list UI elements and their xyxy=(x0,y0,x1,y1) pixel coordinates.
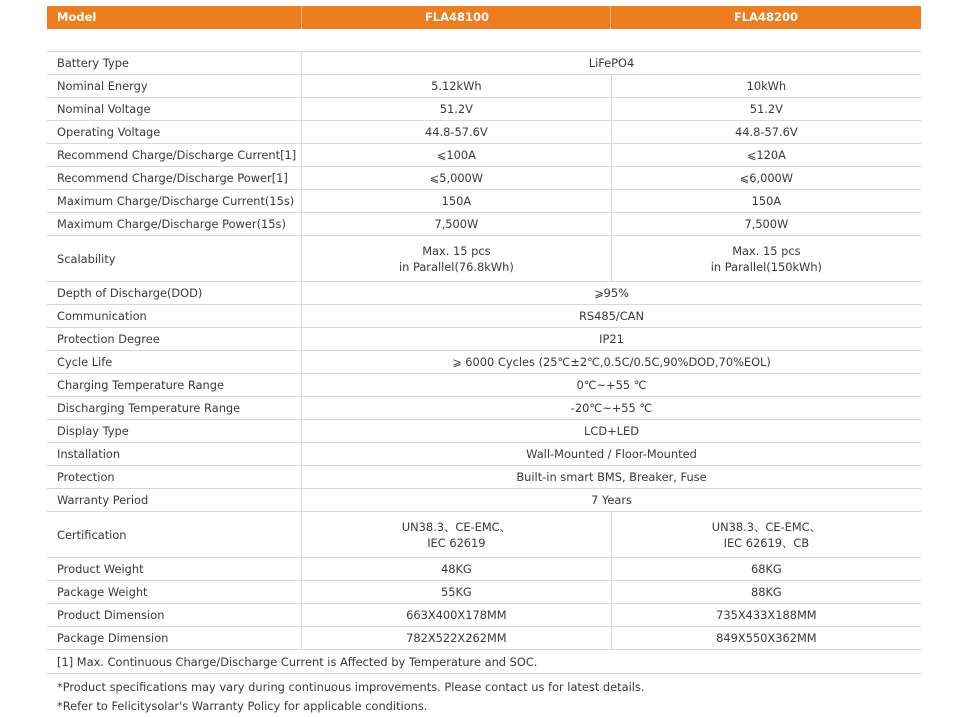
spec-value-fla48200: 51.2V xyxy=(611,98,921,121)
spec-label: Scalability xyxy=(47,236,302,282)
spec-value-fla48100: 48KG xyxy=(302,558,612,581)
model-name-fla48100: FLA48100 xyxy=(424,10,490,24)
spec-value-shared: IP21 xyxy=(302,328,922,351)
spec-value-shared: Built-in smart BMS, Breaker, Fuse xyxy=(302,466,922,489)
spec-row xyxy=(47,52,921,75)
spec-row xyxy=(47,98,921,121)
spec-value-fla48200: 10kWh xyxy=(611,75,921,98)
spec-row xyxy=(47,466,921,489)
spec-value-fla48200: 735X433X188MM xyxy=(611,604,921,627)
spec-row xyxy=(47,236,921,282)
spec-label: Display Type xyxy=(47,420,302,443)
spec-label: Depth of Discharge(DOD) xyxy=(47,282,302,305)
spec-label: Nominal Energy xyxy=(47,75,302,98)
spec-value-fla48100: 44.8-57.6V xyxy=(302,121,612,144)
spec-label: Maximum Charge/Discharge Power(15s) xyxy=(47,213,302,236)
spec-row xyxy=(47,627,921,650)
spec-row xyxy=(47,213,921,236)
spec-value-fla48100: 663X400X178MM xyxy=(302,604,612,627)
spec-value-shared: -20℃~+55 ℃ xyxy=(302,397,922,420)
spec-row xyxy=(47,489,921,512)
spec-label: Discharging Temperature Range xyxy=(47,397,302,420)
spec-label: Package Weight xyxy=(47,581,302,604)
spec-row xyxy=(47,512,921,558)
spec-value-fla48100: 55KG xyxy=(302,581,612,604)
spec-row xyxy=(47,374,921,397)
spec-row xyxy=(47,121,921,144)
spec-label: Package Dimension xyxy=(47,627,302,650)
spec-row xyxy=(47,167,921,190)
spec-table xyxy=(47,51,921,650)
spec-row xyxy=(47,328,921,351)
spec-label: Cycle Life xyxy=(47,351,302,374)
spec-row xyxy=(47,282,921,305)
spec-label: Product Weight xyxy=(47,558,302,581)
footnote-current: [1] Max. Continuous Charge/Discharge Current is Affected by Temperature and SOC. xyxy=(57,655,538,669)
spec-value-fla48100: ⩽100A xyxy=(302,144,612,167)
spec-value-shared: ⩾95% xyxy=(302,282,922,305)
spec-row xyxy=(47,397,921,420)
spec-row xyxy=(47,443,921,466)
spec-value-fla48200: 150A xyxy=(611,190,921,213)
spec-row xyxy=(47,351,921,374)
spec-value-shared: 0℃~+55 ℃ xyxy=(302,374,922,397)
spec-value-shared: 7 Years xyxy=(302,489,922,512)
spec-row xyxy=(47,420,921,443)
spec-value-fla48200: 68KG xyxy=(611,558,921,581)
spec-label: Recommend Charge/Discharge Current[1] xyxy=(47,144,302,167)
spec-label: Warranty Period xyxy=(47,489,302,512)
spec-value-fla48100: 150A xyxy=(302,190,612,213)
spec-value-fla48100: 782X522X262MM xyxy=(302,627,612,650)
spec-label: Charging Temperature Range xyxy=(47,374,302,397)
spec-value-fla48100: 51.2V xyxy=(302,98,612,121)
spec-value-shared: LCD+LED xyxy=(302,420,922,443)
spec-label: Protection xyxy=(47,466,302,489)
spec-value-fla48100: 7,500W xyxy=(302,213,612,236)
spec-value-fla48200: 849X550X362MM xyxy=(611,627,921,650)
spec-value-fla48200: ⩽120A xyxy=(611,144,921,167)
spec-value-fla48200: 7,500W xyxy=(611,213,921,236)
spec-row xyxy=(47,75,921,98)
spec-label: Recommend Charge/Discharge Power[1] xyxy=(47,167,302,190)
model-name-fla48200: FLA48200 xyxy=(733,10,799,24)
spec-row xyxy=(47,604,921,627)
footnote-warranty: *Refer to Felicitysolar's Warranty Policy for applicable conditions. xyxy=(57,699,428,713)
spec-value-fla48100: ⩽5,000W xyxy=(302,167,612,190)
spec-header xyxy=(47,6,921,29)
spec-row xyxy=(47,305,921,328)
spec-value-fla48200: Max. 15 pcs in Parallel(150kWh) xyxy=(611,236,921,282)
spec-label: Certification xyxy=(47,512,302,558)
spec-label: Battery Type xyxy=(47,52,302,75)
spec-row xyxy=(47,558,921,581)
spec-value-fla48200: 88KG xyxy=(611,581,921,604)
spec-label: Nominal Voltage xyxy=(47,98,302,121)
model-header-label: Model xyxy=(57,10,97,24)
spec-label: Communication xyxy=(47,305,302,328)
spec-label: Maximum Charge/Discharge Current(15s) xyxy=(47,190,302,213)
spec-value-fla48200: 44.8-57.6V xyxy=(611,121,921,144)
spec-value-shared: RS485/CAN xyxy=(302,305,922,328)
spec-row xyxy=(47,144,921,167)
spec-value-fla48200: UN38.3、CE-EMC、 IEC 62619、CB xyxy=(611,512,921,558)
spec-value-shared: Wall-Mounted / Floor-Mounted xyxy=(302,443,922,466)
spec-value-fla48200: ⩽6,000W xyxy=(611,167,921,190)
spec-label: Protection Degree xyxy=(47,328,302,351)
spec-value-shared: LiFePO4 xyxy=(302,52,922,75)
spec-label: Operating Voltage xyxy=(47,121,302,144)
spec-label: Product Dimension xyxy=(47,604,302,627)
spec-value-fla48100: 5.12kWh xyxy=(302,75,612,98)
spec-row xyxy=(47,581,921,604)
footnote-specifications: *Product specifications may vary during continuous improvements. Please contact us for latest details. xyxy=(57,680,645,694)
spec-value-shared: ⩾ 6000 Cycles (25℃±2℃,0.5C/0.5C,90%DOD,70%EOL) xyxy=(302,351,922,374)
spec-value-fla48100: UN38.3、CE-EMC、 IEC 62619 xyxy=(302,512,612,558)
spec-row xyxy=(47,190,921,213)
spec-value-fla48100: Max. 15 pcs in Parallel(76.8kWh) xyxy=(302,236,612,282)
spec-label: Installation xyxy=(47,443,302,466)
